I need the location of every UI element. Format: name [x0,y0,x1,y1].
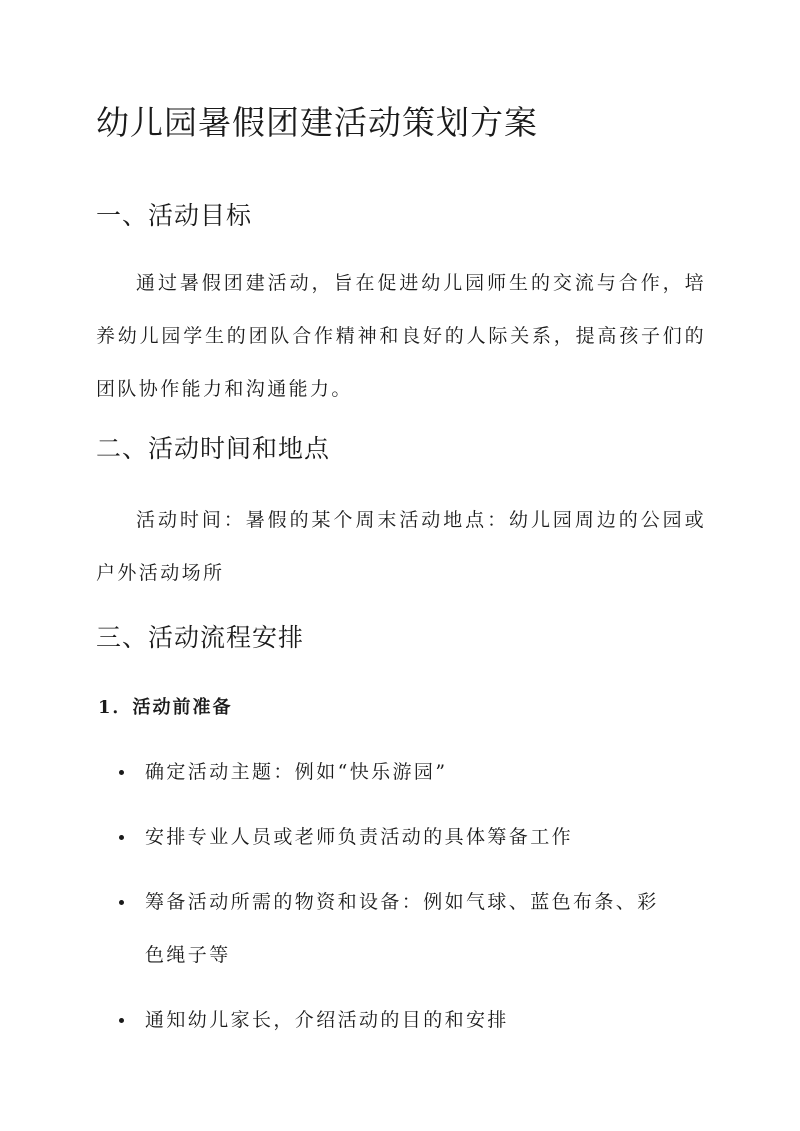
section-heading-schedule: 三、活动流程安排 [96,623,305,652]
section-paragraph-time-place: 活动时间：暑假的某个周末活动地点：幼儿园周边的公园或户外活动场所 [96,509,706,584]
bullet-icon [119,835,124,840]
bullet-icon [119,770,124,775]
list-item-text: 筹备活动所需的物资和设备：例如气球、蓝色布条、彩色绳子等 [145,891,659,966]
list-item-text: 通知幼儿家长，介绍活动的目的和安排 [145,1009,509,1031]
bullet-icon [119,1018,124,1023]
list-item [96,746,665,799]
section-paragraph-goals: 通过暑假团建活动，旨在促进幼儿园师生的交流与合作，培养幼儿园学生的团队合作精神和良好的人际关系，提高孩子们的团队协作能力和沟通能力。 [96,272,706,400]
list-item [96,994,665,1047]
list-item [96,811,665,864]
subsection-heading-preparation: 1．活动前准备 [98,697,233,718]
list-item [96,876,665,982]
section-heading-goals: 一、活动目标 [96,201,253,230]
list-item-text: 安排专业人员或老师负责活动的具体筹备工作 [145,826,574,848]
document-title: 幼儿园暑假团建活动策划方案 [96,103,538,142]
preparation-list [96,746,706,1059]
bullet-icon [119,900,124,905]
section-heading-time-place: 二、活动时间和地点 [96,434,331,463]
list-item-text: 确定活动主题：例如“快乐游园” [145,761,448,783]
